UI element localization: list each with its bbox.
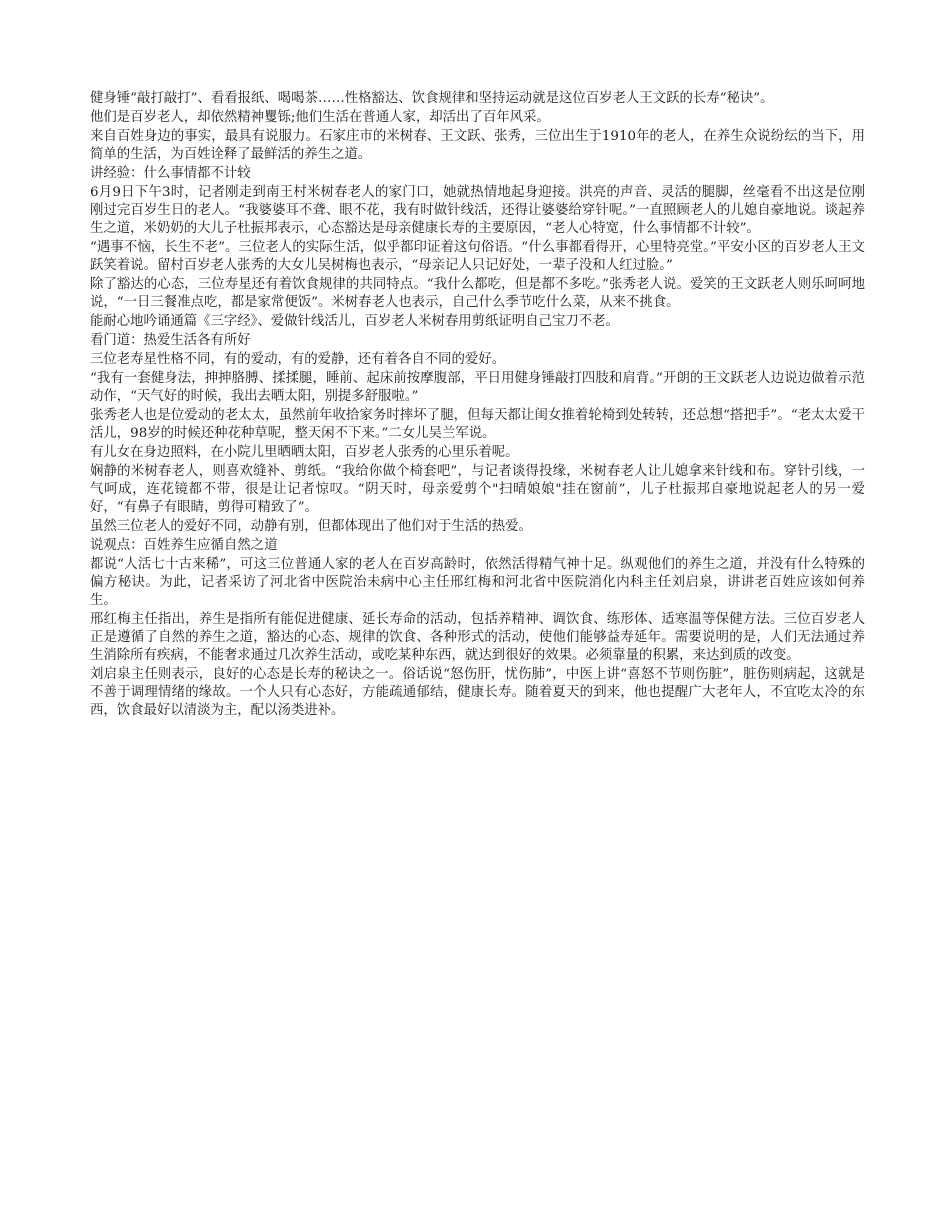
body-paragraph: 三位老寿星性格不同，有的爱动，有的爱静，还有着各自不同的爱好。 (90, 352, 506, 367)
section-heading-hobbies: 看门道：热爱生活各有所好 (90, 333, 251, 348)
intro-paragraph: 健身锤“敲打敲打”、看看报纸、喝喝茶……性格豁达、饮食规律和坚持运动就是这位百岁老人王文跃的长寿“秘诀”。 (90, 91, 774, 106)
body-paragraph: 娴静的米树春老人，则喜欢缝补、剪纸。“我给你做个椅套吧”，与记者谈得投缘，米树春老人让儿媳拿来针线和布。穿针引线，一气呵成，连花镜都不带，很是让记者惊叹。“阴天时，母亲爱剪个"扫晴娘娘"挂在窗前”，儿子杜振邦自豪地说起老人的另一爱好，“有鼻子有眼睛，剪得可精致了”。 (90, 464, 865, 515)
body-paragraph: 张秀老人也是位爱动的老太太，虽然前年收拾家务时摔坏了腿，但每天都让闺女推着轮椅到处转转，还总想“搭把手”。“老太太爱干活儿，98岁的时候还种花种草呢，整天闲不下来。”二女儿吴兰军说。 (90, 408, 865, 441)
body-paragraph: 邢红梅主任指出，养生是指所有能促进健康、延长寿命的活动，包括养精神、调饮食、练形体、适寒温等保健方法。三位百岁老人正是遵循了自然的养生之道，豁达的心态、规律的饮食、各种形式的活动，使他们能够益寿延年。需要说明的是，人们无法通过养生消除所有疾病，不能奢求通过几次养生活动，或吃某种东西，就达到很好的效果。必须靠量的积累，来达到质的改变。 (90, 612, 865, 663)
body-paragraph: 虽然三位老人的爱好不同，动静有别，但都体现出了他们对于生活的热爱。 (90, 519, 532, 534)
body-paragraph: 6月9日下午3时，记者刚走到南王村米树春老人的家门口，她就热情地起身迎接。洪亮的声音、灵活的腿脚，丝毫看不出这是位刚刚过完百岁生日的老人。“我婆婆耳不聋、眼不花，我有时做针线活，还得让婆婆给穿针呢。”一直照顾老人的儿媳自豪地说。谈起养生之道，米奶奶的大儿子杜振邦表示，心态豁达是母亲健康长寿的主要原因，“老人心特宽，什么事情都不计较”。 (90, 185, 865, 236)
body-paragraph: 来自百姓身边的事实，最具有说服力。石家庄市的米树春、王文跃、张秀，三位出生于1910年的老人，在养生众说纷纭的当下，用简单的生活，为百姓诠释了最鲜活的养生之道。 (90, 129, 865, 162)
body-paragraph: 刘启泉主任则表示，良好的心态是长寿的秘诀之一。俗话说“怒伤肝，忧伤肺”，中医上讲“喜怒不节则伤脏”，脏伤则病起，这就是不善于调理情绪的缘故。一个人只有心态好，方能疏通郁结，健康长寿。随着夏天的到来，他也提醒广大老年人，不宜吃太冷的东西，饮食最好以清淡为主，配以汤类进补。 (90, 667, 865, 718)
lead-paragraph: 他们是百岁老人，却依然精神矍铄;他们生活在普通人家，却活出了百年风采。 (90, 110, 550, 125)
body-paragraph: 除了豁达的心态，三位寿星还有着饮食规律的共同特点。“我什么都吃，但是都不多吃。”张秀老人说。爱笑的王文跃老人则乐呵呵地说，“一日三餐准点吃，都是家常便饭”。米树春老人也表示，自己什么季节吃什么菜，从来不挑食。 (90, 277, 865, 310)
body-paragraph: “我有一套健身法，抻抻胳膊、揉揉腿，睡前、起床前按摩腹部，平日用健身锤敲打四肢和肩背。”开朗的王文跃老人边说边做着示范动作，“天气好的时候，我出去晒太阳，别提多舒服啦。” (90, 371, 865, 404)
caption-paragraph: 能耐心地吟诵通篇《三字经》、爱做针线活儿，百岁老人米树春用剪纸证明自己宝刀不老。 (90, 314, 619, 329)
section-heading-views: 说观点：百姓养生应循自然之道 (90, 538, 278, 553)
body-paragraph: 都说“人活七十古来稀”，可这三位普通人家的老人在百岁高龄时，依然活得精气神十足。纵观他们的养生之道，并没有什么特殊的偏方秘诀。为此，记者采访了河北省中医院治未病中心主任邢红梅和河北省中医院消化内科主任刘启泉，讲讲老百姓应该如何养生。 (90, 557, 865, 608)
article-body (90, 90, 865, 721)
section-heading-experience: 讲经验：什么事情都不计较 (90, 166, 251, 181)
body-paragraph: “遇事不恼，长生不老”。三位老人的实际生活，似乎都印证着这句俗语。“什么事都看得开，心里特亮堂。”平安小区的百岁老人王文跃笑着说。留村百岁老人张秀的大女儿吴树梅也表示，“母亲记人只记好处，一辈子没和人红过脸。” (90, 240, 865, 273)
caption-paragraph: 有儿女在身边照料，在小院儿里晒晒太阳，百岁老人张秀的心里乐着呢。 (90, 445, 519, 460)
